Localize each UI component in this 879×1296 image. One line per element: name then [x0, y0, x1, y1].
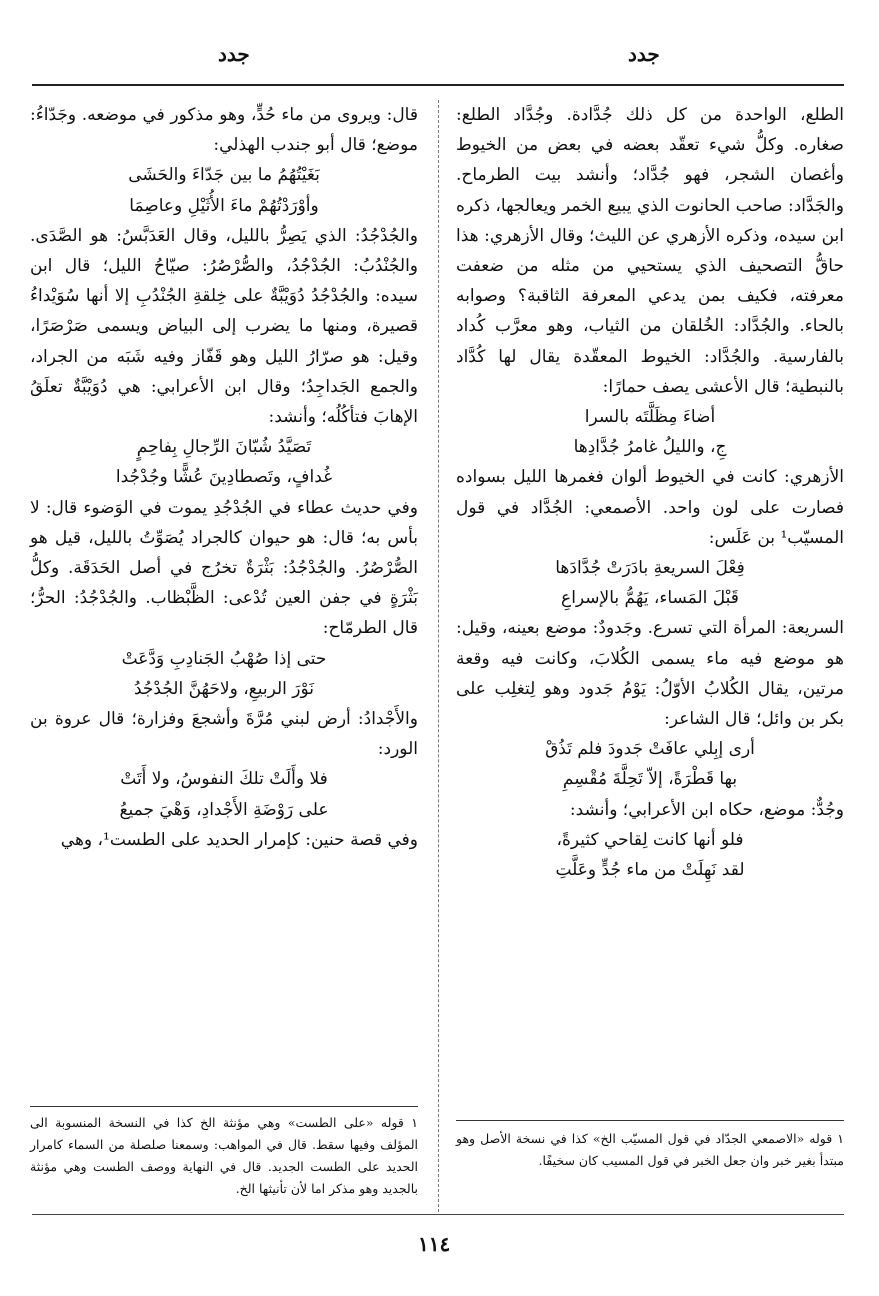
footnote-right: ١ قوله «الاصمعي الجدّاد في قول المسيّب الخ» كذا في نسخة الأصل وهو مبتدأ بغير خبر وان جعل الخبر في قول المسيب كان سخيفًا.	[456, 1131, 844, 1168]
footer-rule	[32, 1214, 844, 1215]
paragraph: والأَجْدادُ: أرض لبني مُرَّةَ وأشجعَ وفزارة؛ قال عروة بن الورد:	[30, 709, 418, 760]
verse-line: جِ، والليلُ غامرُ جُدَّادِها	[573, 437, 727, 458]
verse-line: فِعْلَ السريعةِ بادَرَتْ جُدَّادَها	[555, 558, 745, 579]
verse-line: نَوْرَ الربيعِ، ولاحَهُنَّ الجُدْجُدُ	[133, 678, 315, 699]
page-number: ١١٤	[418, 1232, 451, 1256]
footnote-rule-right	[456, 1120, 844, 1121]
verse-line: بها قَطْرَةً، إلاّ تَحِلَّةَ مُقْسِمِ	[562, 769, 738, 790]
paragraph: الأزهري: كانت في الخيوط ألوان فغمرها الليل بسواده فصارت على لون واحد. الأصمعي: الجُدَّاد في قول المسيّب¹ بن عَلَس:	[456, 467, 844, 548]
paragraph: السريعة: المرأة التي تسرع. وجَدودٌ: موضع بعينه، وقيل: هو موضع فيه ماء يسمى الكُلابَ، وكانت فيه وقعة مرتين، يقال الكُلابُ الأوّلُ: يَوْمُ جَدود وهو لِتغلِب على بكر بن وائل؛ قال الشاعر:	[456, 618, 844, 730]
paragraph: وجُدٌّ: موضع، حكاه ابن الأعرابي؛ وأنشد:	[569, 799, 844, 820]
left-column	[30, 100, 418, 855]
paragraph: الطلع، الواحدة من كل ذلك جُدَّادة. وجُدَّاد الطلع: صغاره. وكلُّ شيء تعقّد بعضه في بعض من الخيوط وأغصان الشجر، فهو جُدَّاد؛ وأنشد بيت الطرماح. والجَدَّاد: صاحب الحانوت الذي يبيع الخمر ويعالجها، ذكره ابن سيده، وذكره الأزهري عن الليث؛ وقال الأزهري: هذا حاقُّ التصحيف الذي يستحيي من مثله من ضعفت معرفته، فكيف بمن يدعي المعرفة الثاقبة؟ وصوابه بالحاء. والجُدَّاد: الخُلقان من الثياب، وهو معرَّب كُداد بالفارسية. والجُدَّاد: الخيوط المعقّدة يقال لها كُدَّاد بالنبطية؛ قال الأعشى يصف حمارًا:	[456, 105, 844, 397]
footnote-left: ١ قوله «على الطست» وهي مؤنثة الخ كذا في النسخة المنسوبة الى المؤلف وفيها سقط. قال في المواهب: وسمعنا صلصلة من السماء كامرار الحديد على الطست الجديد. قال في النهاية ووصف الطست وهي مؤنثة بالجديد وهو مذكر اما لأن تأنيثها الخ.	[30, 1115, 418, 1196]
column-divider	[438, 100, 439, 1212]
verse-line: حتى إذا صُهْبُ الجَنادِبِ وَدَّعَتْ	[121, 648, 327, 669]
paragraph: قال: ويروى من ماء حُدٍّ، وهو مذكور في موضعه. وجَدّاءُ: موضع؛ قال أبو جندب الهذلي:	[30, 105, 418, 156]
verse-line: أضاءَ مِظَلَّتَه بالسرا	[584, 407, 716, 428]
verse-line: تَصَيَّدُ شُبّانَ الرِّجالِ بِفاحِمٍ	[136, 437, 312, 458]
running-header-left: جدد	[218, 42, 250, 66]
right-column	[456, 100, 844, 885]
verse-line: غُدافٍ، وتَصطادِينَ عُشًّا وجُدْجُدا	[115, 467, 333, 488]
verse-line: فلا وأَلَتْ تلكَ النفوسُ، ولا أَتَتْ	[120, 769, 328, 790]
verse-line: بَغَيْتُهُمُ ما بين جَدّاءَ والحَشَى	[128, 165, 320, 186]
verse-line: وأوْرَدْتُهُمْ ماءَ الأُثَيْلِ وعاصِمَا	[129, 195, 319, 216]
verse-line: فلو أنها كانت لِقاحي كثيرةً،	[556, 829, 744, 850]
footnote-rule-left	[30, 1106, 418, 1107]
paragraph: وفي حديث عطاء في الجُدْجُدِ يموت في الوَضوء قال: لا بأس به؛ قال: هو حيوان كالجراد يُصَوِّتُ بالليل، قيل هو الصُّرْصُرُ. والجُدْجُدُ: بَثْرَةٌ تخرُج في أصل الحَدَقَة. وكلُّ بَثْرَةٍ في جفن العين تُدْعى: الظَّبْظاب. والجُدْجُدُ: الحرُّ؛ قال الطرمّاح:	[30, 497, 418, 639]
running-header-right: جدد	[628, 42, 660, 66]
paragraph: وفي قصة حنين: كإمرار الحديد على الطست¹، وهي	[60, 829, 418, 850]
header-rule	[32, 84, 844, 86]
verse-line: أرى إبِلي عافَتْ جَدودَ فلم تَذُقْ	[545, 739, 755, 760]
paragraph: والجُدْجُدُ: الذي يَصِرُّ بالليل، وقال العَدَبَّسُ: هو الصَّدَى. والجُنْدُبُ: الجُدْجُدُ، والصُّرْصُرُ: صيّاحُ الليل؛ قال ابن سيده: والجُدْجُدُ دُوَيْبَّةٌ على خِلقةِ الجُنْدُبِ إلا أنها سُوَيْداءُ قصيرة، ومنها ما يضرب إلى البياض ويسمى صَرْصَرًا، وقيل: هو صرّارُ الليل وهو قَفّاز وفيه شَبَه من الجراد، والجمع الجَداجِدُ؛ وقال ابن الأعرابي: هي دُوَيْبَّةٌ تعلَقُ الإهابَ فتأكُلُه؛ وأنشد:	[30, 225, 418, 428]
verse-line: على رَوْضَةِ الأَجْدادِ، وَهْيَ جميعُ	[119, 799, 329, 820]
verse-line: لقد نَهِلَتْ من ماء جُدٍّ وعَلَّتِ	[555, 860, 745, 881]
verse-line: قَبْلَ المَساء، يَهُمُّ بالإسراعِ	[561, 588, 739, 609]
